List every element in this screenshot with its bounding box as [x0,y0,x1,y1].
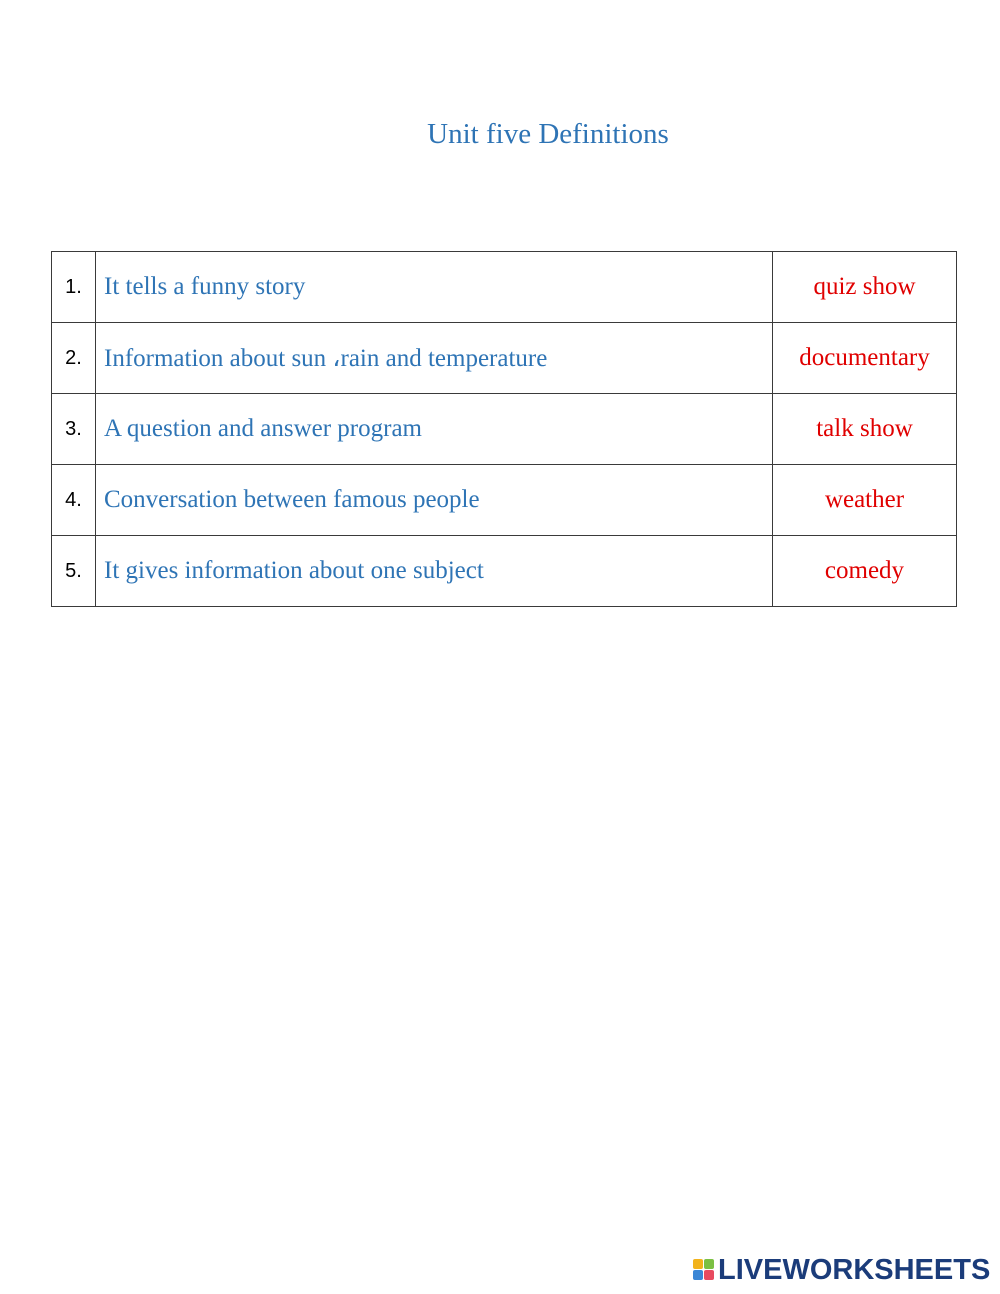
definition-cell: It tells a funny story [96,252,773,323]
logo-tile [693,1270,703,1280]
page-title: Unit five Definitions [427,118,669,150]
table-row [52,394,957,465]
table-row [52,252,957,323]
definitions-table [51,251,957,607]
row-number: 5. [52,536,96,607]
brand-name: LIVEWORKSHEETS [718,1254,991,1286]
answer-cell[interactable]: quiz show [773,252,957,323]
table-row [52,465,957,536]
liveworksheets-brand[interactable] [693,1255,990,1285]
definition-cell: Conversation between famous people [96,465,773,536]
definition-cell: A question and answer program [96,394,773,465]
answer-cell[interactable]: weather [773,465,957,536]
answer-cell[interactable]: talk show [773,394,957,465]
table-row [52,536,957,607]
definition-cell: Information about sun ،rain and temperature [96,323,773,394]
liveworksheets-logo-icon [693,1259,715,1281]
logo-tile [704,1259,714,1269]
logo-tile [693,1259,703,1269]
row-number: 2. [52,323,96,394]
row-number: 4. [52,465,96,536]
logo-tile [704,1270,714,1280]
row-number: 3. [52,394,96,465]
table-row [52,323,957,394]
row-number: 1. [52,252,96,323]
answer-cell[interactable]: comedy [773,536,957,607]
answer-cell[interactable]: documentary [773,323,957,394]
definition-cell: It gives information about one subject [96,536,773,607]
